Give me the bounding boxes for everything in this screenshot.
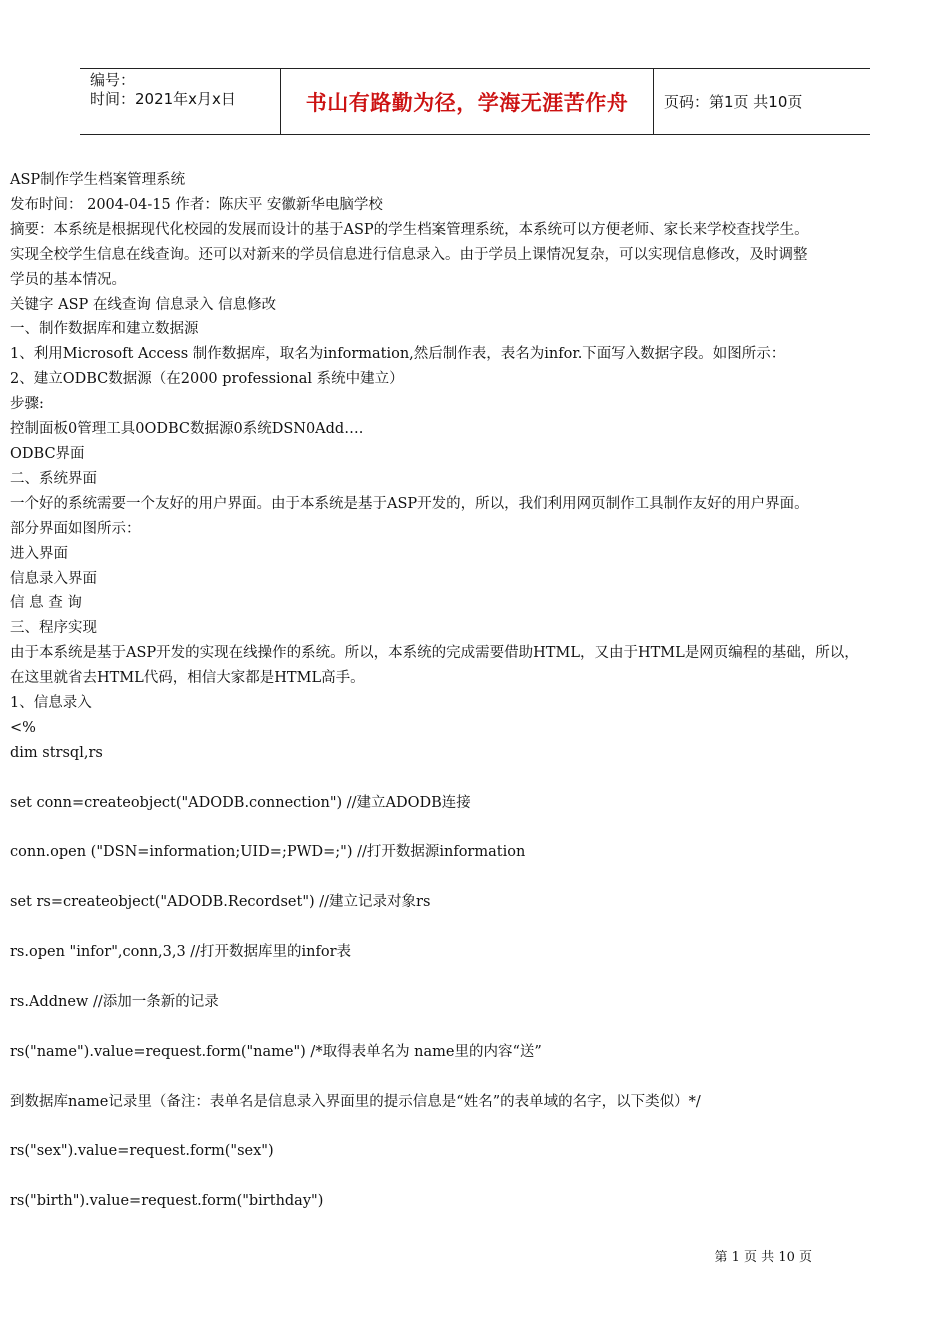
text-line: rs.Addnew //添加一条新的记录 [10,993,219,1010]
page-footer: 第 1 页 共 10 页 [714,1250,812,1265]
text-line: 到数据库name记录里（备注：表单名是信息录入界面里的提示信息是“姓名”的表单域的名字，以下类似）*/ [10,1093,701,1110]
text-line: 发布时间： 2004-04-15 作者：陈庆平 安徽新华电脑学校 [10,196,383,213]
text-line: set rs=createobject("ADODB.Recordset") //建立记录对象rs [10,894,431,911]
text-line [10,1015,940,1040]
text-line [10,1164,940,1189]
text-line: conn.open ("DSN=information;UID=;PWD=;") //打开数据源information [10,844,526,861]
text-line: 一个好的系统需要一个友好的用户界面。由于本系统是基于ASP开发的，所以，我们利用网页制作工具制作友好的用户界面。 [10,495,809,512]
text-line: <% [10,719,36,736]
text-line: rs("name").value=request.form("name") /*取得表单名为 name里的内容“送” [10,1043,542,1060]
header-table [80,68,870,135]
text-line: set conn=createobject("ADODB.connection") //建立ADODB连接 [10,794,471,811]
text-line: 关键字 ASP 在线查询 信息录入 信息修改 [10,296,277,313]
text-line: 三、程序实现 [10,620,97,637]
header-motto: 书山有路勤为径，学海无涯苦作舟 [281,69,654,134]
text-line: 控制面板0管理工具0ODBC数据源0系统DSN0Add…. [10,421,364,438]
text-line [10,915,940,940]
text-line [10,865,940,890]
text-line: rs.open "infor",conn,3,3 //打开数据库里的infor表 [10,944,352,961]
text-line: rs("birth").value=request.form("birthday") [10,1193,324,1210]
text-line: 在这里就省去HTML代码，相信大家都是HTML高手。 [10,670,365,687]
text-line: ASP制作学生档案管理系统 [10,172,186,188]
document-number-label: 编号： [90,71,136,89]
text-line: 实现全校学生信息在线查询。还可以对新来的学员信息进行信息录入。由于学员上课情况复杂，可以实现信息修改，及时调整 [10,246,808,263]
text-line: 部分界面如图所示： [10,520,141,537]
text-line [10,965,940,990]
text-line [10,1065,940,1090]
text-line: 进入界面 [10,545,68,562]
header-meta-cell [80,69,281,134]
text-line: 1、利用Microsoft Access 制作数据库，取名为information,然后制作表，表名为infor.下面写入数据字段。如图所示： [10,346,786,363]
text-line: 二、系统界面 [10,470,97,487]
header-page-label: 页码：第1页 共10页 [664,93,803,111]
text-line: rs("sex").value=request.form("sex") [10,1143,274,1160]
text-line: 学员的基本情况。 [10,271,126,288]
text-line: 摘要：本系统是根据现代化校园的发展而设计的基于ASP的学生档案管理系统，本系统可以方便老师、家长来学校查找学生。 [10,221,809,238]
text-line: 步骤: [10,396,44,413]
text-line: 1、信息录入 [10,695,92,712]
document-body [10,168,940,1214]
text-line [10,766,940,791]
text-line: 2、建立ODBC数据源（在2000 professional 系统中建立） [10,371,404,388]
text-line: 信息录入界面 [10,570,97,587]
text-line [10,1114,940,1139]
text-line: 一、制作数据库和建立数据源 [10,321,199,338]
text-line [10,816,940,841]
document-time-label: 时间：2021年x月x日 [90,90,236,108]
text-line: ODBC界面 [10,445,85,462]
text-line: 由于本系统是基于ASP开发的实现在线操作的系统。所以，本系统的完成需要借助HTML，又由于HTML是网页编程的基础，所以， [10,645,859,662]
text-line: 信 息 查 询 [10,595,82,612]
text-line: dim strsql,rs [10,744,103,761]
